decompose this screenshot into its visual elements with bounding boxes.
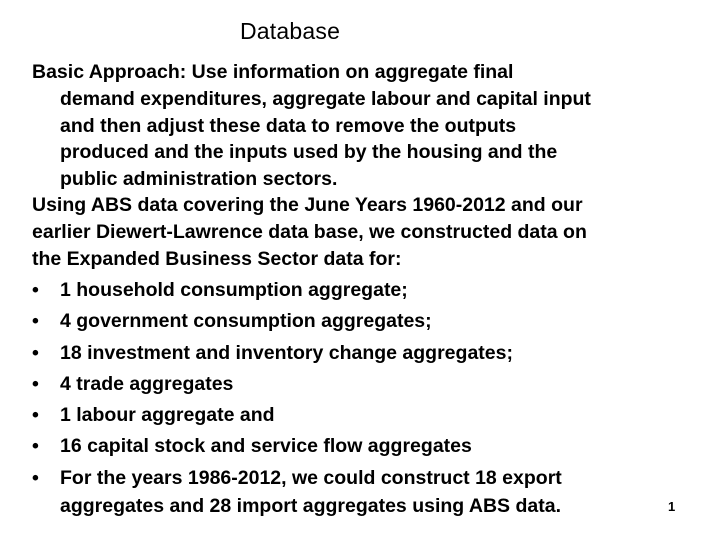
bullet-marker-1: • <box>32 279 39 301</box>
para1-line-3: and then adjust these data to remove the outputs <box>60 115 517 137</box>
bullet-item-7-continuation: aggregates and 28 import aggregates using ABS data. <box>60 495 561 517</box>
para2-line-1: Using ABS data covering the June Years 1960-2012 and our <box>32 194 583 216</box>
bullet-item-2: 4 government consumption aggregates; <box>60 310 432 332</box>
slide-title: Database <box>240 18 341 44</box>
para2-line-3: the Expanded Business Sector data for: <box>32 248 402 270</box>
bullet-marker-3: • <box>32 342 39 364</box>
bullet-marker-6: • <box>32 435 39 457</box>
bullet-marker-5: • <box>32 404 39 426</box>
bullet-item-5: 1 labour aggregate and <box>60 404 275 426</box>
bullet-item-7: For the years 1986-2012, we could construct 18 export <box>60 467 562 489</box>
bullet-marker-2: • <box>32 310 39 332</box>
bullet-item-6: 16 capital stock and service flow aggregates <box>60 435 472 457</box>
bullet-item-4: 4 trade aggregates <box>60 373 234 395</box>
bullet-marker-7: • <box>32 467 39 489</box>
bullet-marker-4: • <box>32 373 39 395</box>
para2-line-2: earlier Diewert-Lawrence data base, we constructed data on <box>32 221 587 243</box>
para1-line-4: produced and the inputs used by the housing and the <box>60 141 558 163</box>
bullet-item-1: 1 household consumption aggregate; <box>60 279 408 301</box>
bullet-item-3: 18 investment and inventory change aggregates; <box>60 342 513 364</box>
para1-line-1: Basic Approach: Use information on aggregate final <box>32 61 514 83</box>
para1-line-5: public administration sectors. <box>60 168 338 190</box>
page-number: 1 <box>668 499 676 514</box>
para1-line-2: demand expenditures, aggregate labour and capital input <box>60 88 591 110</box>
